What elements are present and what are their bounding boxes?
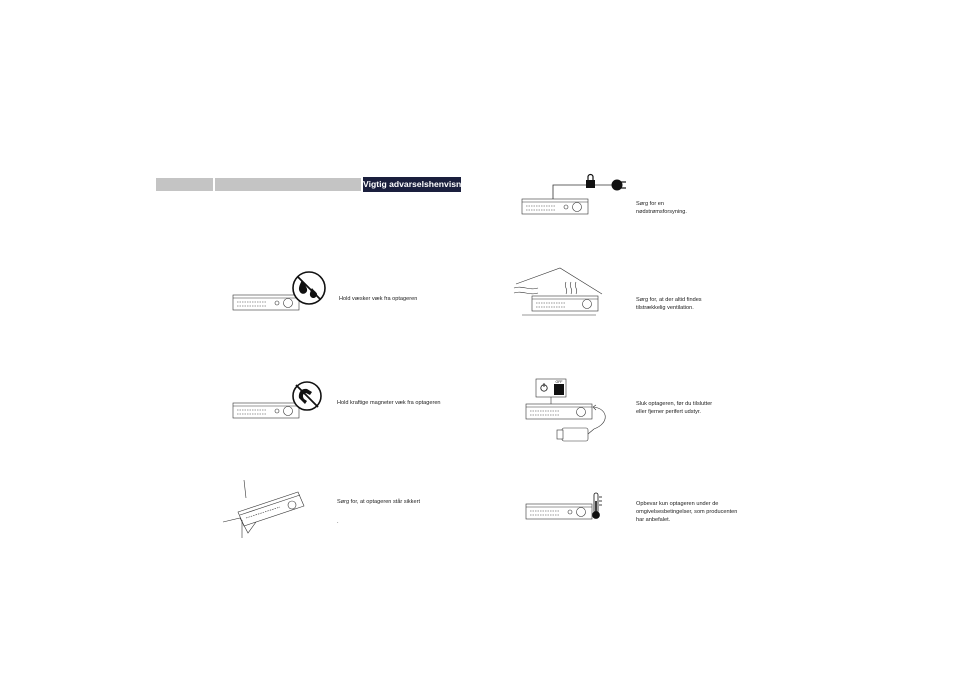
power-switch-icon [554,384,564,395]
dvr-power-illustration [520,172,630,217]
caption-peripheral: Sluk optageren, før du tilslutter eller fjerner perifert udstyr. [636,401,713,415]
caption-temperature: Opbevar kun optageren under de omgivelsesbetingelser, som producenten har anbefalet. [636,501,738,523]
no-magnet-icon [293,382,321,410]
caption-liquid: Hold væsker væk fra optageren [339,296,418,302]
caption-power: Sørg for en nødstrømsforsyning. [636,201,687,215]
caption-mark: . [337,519,339,525]
dvr-magnet-illustration [232,380,327,420]
dvr-tilted-illustration [218,478,318,540]
dvr-ventilation-illustration [512,266,607,318]
plug-icon [612,180,627,191]
caption-stable: Sørg for, at optageren står sikkert [337,499,421,505]
caption-magnet: Hold kraftige magneter væk fra optageren [337,400,441,406]
lock-icon [586,175,595,189]
dvr-liquid-illustration [232,268,327,318]
dvr-temperature-illustration [524,489,609,527]
no-liquid-icon [293,272,325,304]
header-segment-2 [215,178,361,191]
dvr-peripheral-illustration [524,375,614,455]
caption-ventilation: Sørg for, at der altid findes tilstrækkelig ventilation. [636,297,702,311]
page-title: Vigtig advarselshenvisning [363,177,461,192]
header-segment-1 [156,178,213,191]
thermometer-icon [593,493,603,519]
power-switch-label: OFF [555,380,563,384]
